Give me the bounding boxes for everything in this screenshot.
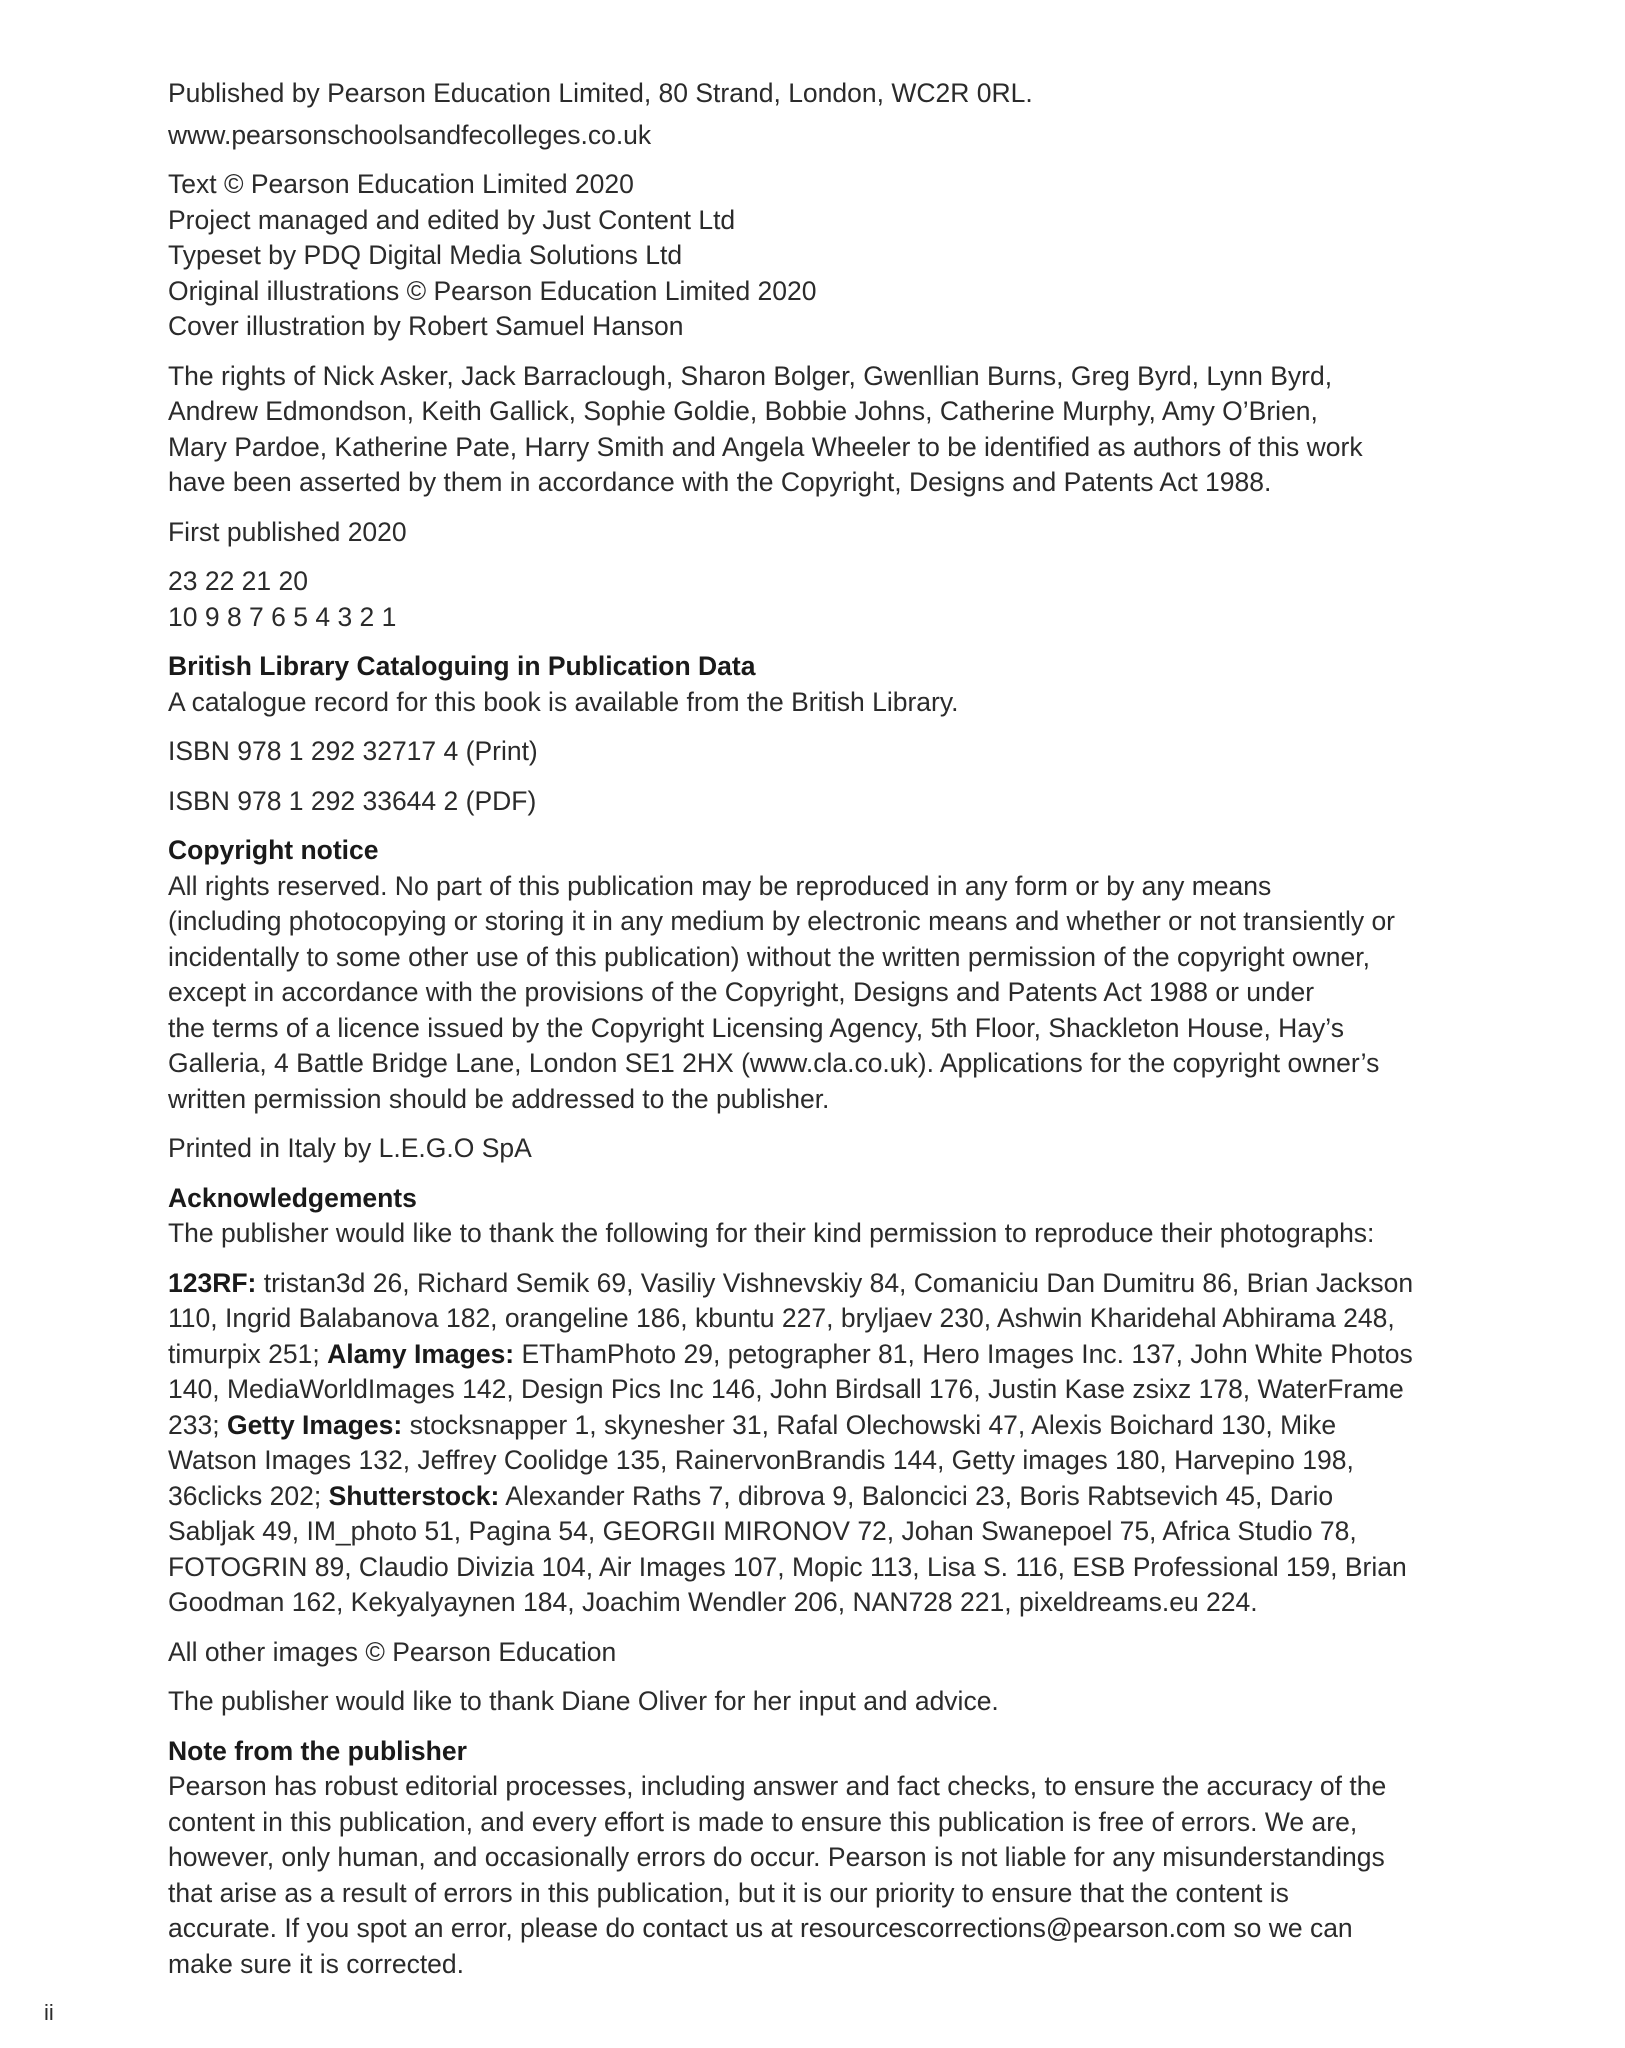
first-published: First published 2020 <box>168 516 407 547</box>
photo-credit-line <box>168 1266 1478 1302</box>
note-line: Pearson has robust editorial processes, including answer and fact checks, to ensure the accuracy of the <box>168 1771 1387 1801</box>
credit-text: Watson Images 132, Jeffrey Coolidge 135, RainervonBrandis 144, Getty images 180, Harvepino 198, <box>168 1445 1354 1475</box>
credit-text: 233; <box>168 1409 227 1440</box>
credit-line: Original illustrations © Pearson Education Limited 2020 <box>168 275 817 306</box>
isbn-print: ISBN 978 1 292 32717 4 (Print) <box>168 736 538 766</box>
rights-line: Mary Pardoe, Katherine Pate, Harry Smith and Angela Wheeler to be identified as authors of this work <box>168 431 1363 462</box>
imprint-page <box>168 76 1478 1982</box>
credit-text: FOTOGRIN 89, Claudio Divizia 104, Air Images 107, Mopic 113, Lisa S. 116, ESB Professional 159, Brian <box>168 1551 1407 1582</box>
photo-credit-line <box>168 1301 1478 1337</box>
acknowledgements-heading: Acknowledgements <box>168 1182 417 1213</box>
credit-text: 110, Ingrid Balabanova 182, orangeline 186, kbuntu 227, bryljaev 230, Ashwin Kharidehal Abhirama 248, <box>168 1303 1395 1333</box>
copyright-line: (including photocopying or storing it in any medium by electronic means and whether or not transiently or <box>168 906 1396 936</box>
photo-credit-line <box>168 1550 1478 1586</box>
isbn-pdf: ISBN 978 1 292 33644 2 (PDF) <box>168 785 537 816</box>
note-line: however, only human, and occasionally errors do occur. Pearson is not liable for any misunderstandings <box>168 1842 1385 1872</box>
impression-numbers <box>168 564 1478 635</box>
rights-line: The rights of Nick Asker, Jack Barraclough, Sharon Bolger, Gwenllian Burns, Greg Byrd, Lynn Byrd, <box>168 360 1333 391</box>
credit-source-label: Shutterstock: <box>328 1480 500 1511</box>
photo-credits-paragraph <box>168 1266 1478 1621</box>
credit-text: Sabljak 49, IM_photo 51, Pagina 54, GEORGII MIRONOV 72, Johan Swanepoel 75, Africa Studio 78, <box>168 1516 1357 1546</box>
note-paragraph <box>168 1769 1478 1982</box>
credits-block <box>168 167 1478 345</box>
impression-line: 23 22 21 20 <box>168 566 308 596</box>
page-folio: ii <box>44 2000 54 2025</box>
printed-in: Printed in Italy by L.E.G.O SpA <box>168 1133 532 1163</box>
other-images-credit: All other images © Pearson Education <box>168 1636 617 1667</box>
credit-line: Text © Pearson Education Limited 2020 <box>168 169 634 199</box>
publisher-website: www.pearsonschoolsandfecolleges.co.uk <box>168 119 652 150</box>
photo-credit-line <box>168 1514 1478 1550</box>
photo-credit-line <box>168 1337 1478 1373</box>
credit-text: 140, MediaWorldImages 142, Design Pics Inc 146, John Birdsall 176, Justin Kase zsixz 178, WaterFrame <box>168 1374 1404 1404</box>
copyright-paragraph <box>168 869 1478 1118</box>
credit-text: Alexander Raths 7, dibrova 9, Baloncici 23, Boris Rabtsevich 45, Dario <box>499 1480 1334 1511</box>
note-line: content in this publication, and every effort is made to ensure this publication is free of errors. We are, <box>168 1806 1358 1837</box>
copyright-heading: Copyright notice <box>168 835 379 865</box>
credit-text: tristan3d 26, Richard Semik 69, Vasiliy Vishnevskiy 84, Comaniciu Dan Dumitru 86, Brian Jackson <box>256 1267 1414 1298</box>
publisher-address: Published by Pearson Education Limited, 80 Strand, London, WC2R 0RL. <box>168 78 1033 108</box>
credit-source-label: Alamy Images: <box>327 1338 515 1369</box>
acknowledgements-intro: The publisher would like to thank the following for their kind permission to reproduce their photographs: <box>168 1218 1375 1248</box>
copyright-line: All rights reserved. No part of this publication may be reproduced in any form or by any means <box>168 870 1272 901</box>
credit-text: Goodman 162, Kekyalyaynen 184, Joachim Wendler 206, NAN728 221, pixeldreams.eu 224. <box>168 1587 1258 1617</box>
credit-source-label: 123RF: <box>168 1267 257 1298</box>
rights-line: have been asserted by them in accordance with the Copyright, Designs and Patents Act 1988. <box>168 467 1272 497</box>
credit-line: Project managed and edited by Just Content Ltd <box>168 204 736 235</box>
copyright-line: Galleria, 4 Battle Bridge Lane, London SE1 2HX (www.cla.co.uk). Applications for the copyright owner’s <box>168 1048 1380 1078</box>
cataloguing-heading: British Library Cataloguing in Publication Data <box>168 651 756 681</box>
credit-line: Cover illustration by Robert Samuel Hanson <box>168 311 684 341</box>
copyright-line: incidentally to some other use of this publication) without the written permission of the copyright owner, <box>168 941 1370 972</box>
copyright-line: written permission should be addressed to the publisher. <box>168 1083 830 1114</box>
credit-line: Typeset by PDQ Digital Media Solutions Ltd <box>168 240 683 270</box>
photo-credit-line <box>168 1585 1478 1621</box>
credit-source-label: Getty Images: <box>226 1409 403 1440</box>
note-line: that arise as a result of errors in this publication, but it is our priority to ensure that the content is <box>168 1877 1289 1908</box>
note-line: make sure it is corrected. <box>168 1948 465 1979</box>
note-line: accurate. If you spot an error, please do contact us at resourcescorrections@pearson.com so we can <box>168 1913 1353 1943</box>
impression-line: 10 9 8 7 6 5 4 3 2 1 <box>168 601 397 632</box>
note-heading: Note from the publisher <box>168 1735 467 1766</box>
photo-credit-line <box>168 1372 1478 1408</box>
credit-text: 36clicks 202; <box>168 1480 329 1511</box>
copyright-line: except in accordance with the provisions of the Copyright, Designs and Patents Act 1988 or under <box>168 977 1315 1007</box>
credit-text: EThamPhoto 29, petographer 81, Hero Images Inc. 137, John White Photos <box>514 1338 1413 1369</box>
thanks-line: The publisher would like to thank Diane Oliver for her input and advice. <box>168 1686 999 1716</box>
photo-credit-line <box>168 1479 1478 1515</box>
cataloguing-text: A catalogue record for this book is available from the British Library. <box>168 686 959 717</box>
copyright-line: the terms of a licence issued by the Copyright Licensing Agency, 5th Floor, Shackleton House, Hay’s <box>168 1012 1344 1043</box>
rights-line: Andrew Edmondson, Keith Gallick, Sophie Goldie, Bobbie Johns, Catherine Murphy, Amy O’Brien, <box>168 396 1318 426</box>
photo-credit-line <box>168 1408 1478 1444</box>
photo-credit-line <box>168 1443 1478 1479</box>
credit-text: stocksnapper 1, skynesher 31, Rafal Olechowski 47, Alexis Boichard 130, Mike <box>402 1409 1337 1440</box>
credit-text: timurpix 251; <box>168 1338 328 1369</box>
author-rights-paragraph <box>168 359 1478 501</box>
